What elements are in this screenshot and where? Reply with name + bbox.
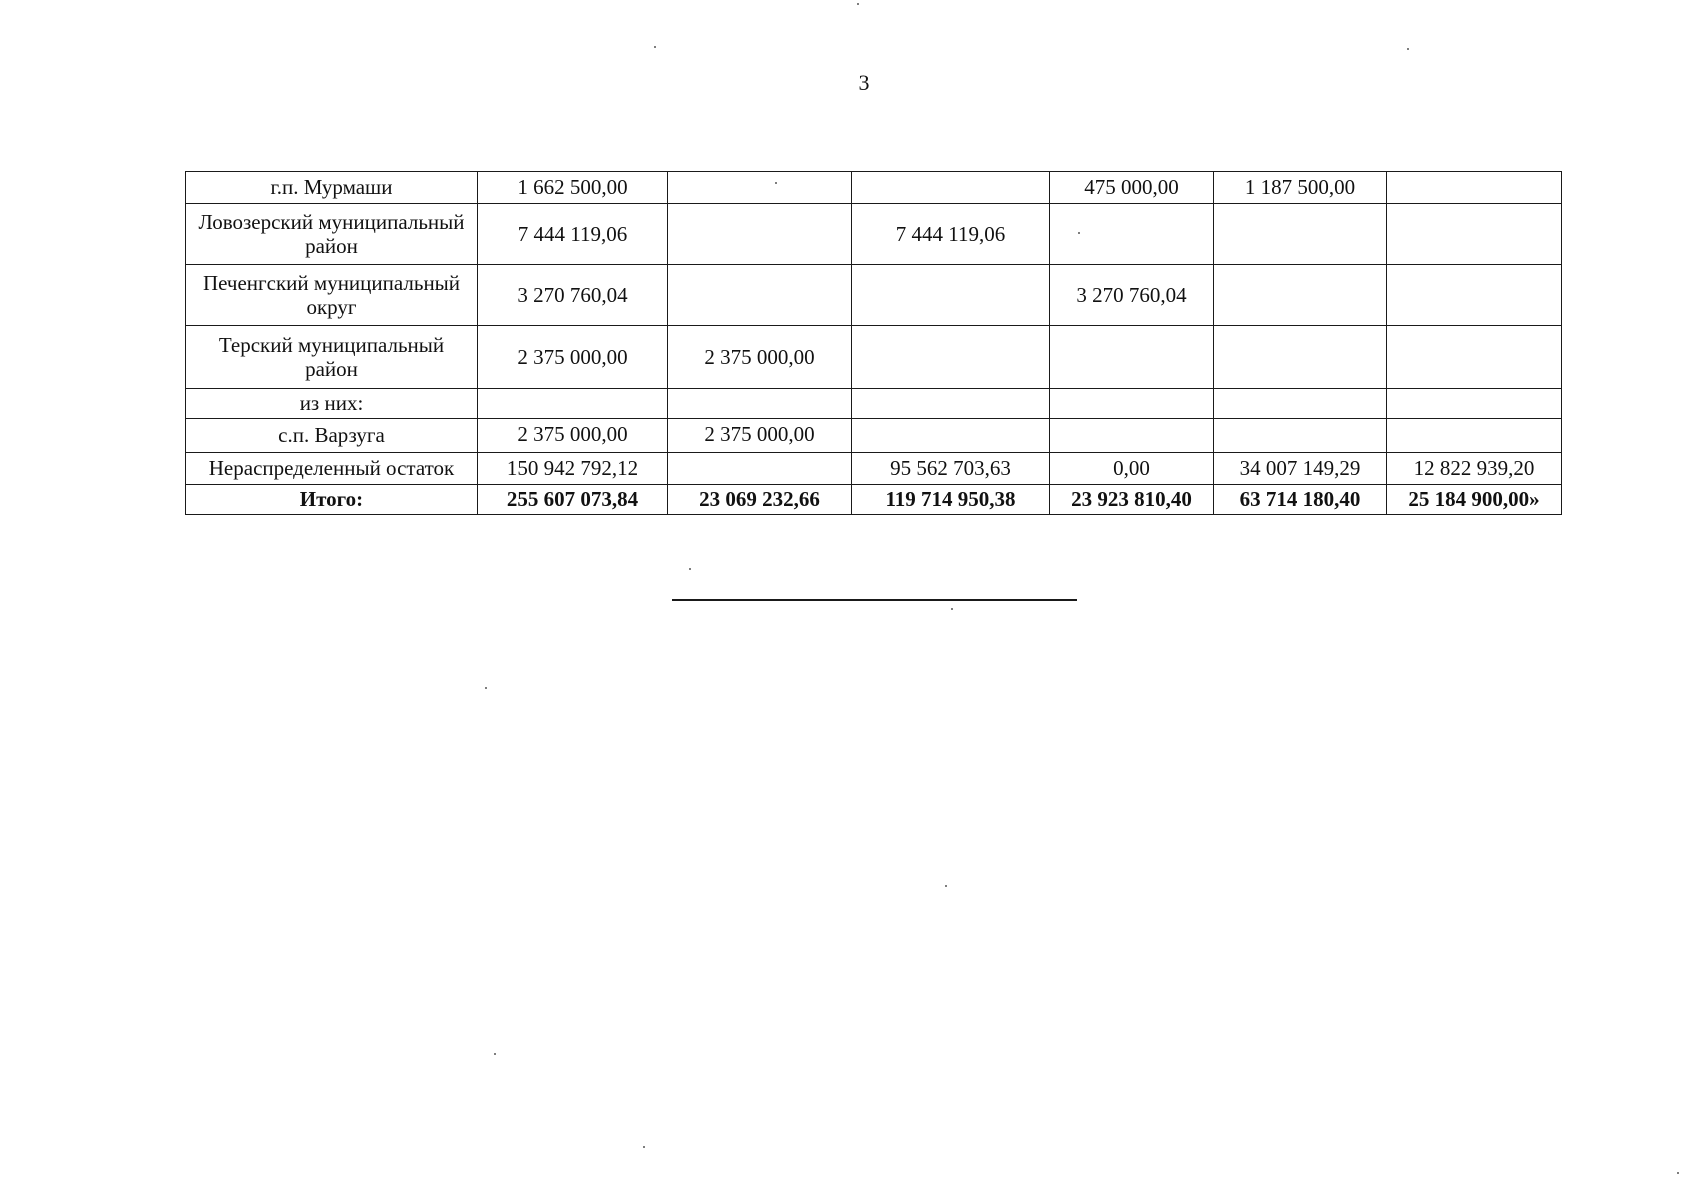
row-name: Нераспределенный остаток [186,453,478,485]
row-name: г.п. Мурмаши [186,172,478,204]
value-cell: 1 187 500,00 [1214,172,1387,204]
scan-speck [654,46,656,48]
table-row [186,419,1562,453]
scan-speck [1677,1172,1679,1174]
value-cell [668,389,852,419]
table-row [186,326,1562,389]
value-cell [668,265,852,326]
total-value-cell: 23 923 810,40 [1050,485,1214,515]
value-cell: 2 375 000,00 [478,419,668,453]
value-cell [1050,204,1214,265]
value-cell: 2 375 000,00 [668,326,852,389]
value-cell [852,326,1050,389]
total-label: Итого: [186,485,478,515]
row-name: Терский муниципальный район [186,326,478,389]
value-cell [1387,204,1562,265]
total-value-cell: 255 607 073,84 [478,485,668,515]
value-cell [668,204,852,265]
value-cell [852,389,1050,419]
value-cell [852,419,1050,453]
value-cell [668,172,852,204]
value-cell [1214,419,1387,453]
value-cell: 7 444 119,06 [852,204,1050,265]
row-name: из них: [186,389,478,419]
value-cell [668,453,852,485]
total-row [186,485,1562,515]
value-cell: 1 662 500,00 [478,172,668,204]
row-name: Печенгский муниципальный округ [186,265,478,326]
scan-speck [945,885,947,887]
scan-speck [494,1053,496,1055]
value-cell [852,172,1050,204]
value-cell [1050,419,1214,453]
table-row [186,265,1562,326]
value-cell [1214,204,1387,265]
page-number: 3 [858,70,870,95]
table-row [186,204,1562,265]
scan-speck [643,1146,645,1148]
budget-table [185,171,1562,515]
table-row [186,172,1562,204]
value-cell [1050,326,1214,389]
scan-speck [485,687,487,689]
scan-speck [951,608,953,610]
value-cell [1387,265,1562,326]
value-cell [1387,419,1562,453]
scan-speck [775,182,777,184]
value-cell: 2 375 000,00 [478,326,668,389]
scan-speck [857,3,859,5]
value-cell [1050,389,1214,419]
total-value-cell: 23 069 232,66 [668,485,852,515]
value-cell: 0,00 [1050,453,1214,485]
value-cell: 475 000,00 [1050,172,1214,204]
value-cell: 12 822 939,20 [1387,453,1562,485]
value-cell [1387,326,1562,389]
value-cell: 95 562 703,63 [852,453,1050,485]
row-name: Ловозерский муниципальный район [186,204,478,265]
value-cell: 34 007 149,29 [1214,453,1387,485]
scan-speck [1407,48,1409,50]
total-value-cell: 25 184 900,00» [1387,485,1562,515]
row-name: с.п. Варзуга [186,419,478,453]
table-row [186,453,1562,485]
value-cell: 3 270 760,04 [1050,265,1214,326]
value-cell [478,389,668,419]
value-cell [1214,265,1387,326]
value-cell [1387,389,1562,419]
value-cell [852,265,1050,326]
end-of-document-rule [672,599,1077,601]
total-value-cell: 119 714 950,38 [852,485,1050,515]
value-cell [1214,389,1387,419]
value-cell: 150 942 792,12 [478,453,668,485]
value-cell: 7 444 119,06 [478,204,668,265]
table-row [186,389,1562,419]
value-cell: 3 270 760,04 [478,265,668,326]
total-value-cell: 63 714 180,40 [1214,485,1387,515]
scan-speck [689,568,691,570]
value-cell [1387,172,1562,204]
value-cell: 2 375 000,00 [668,419,852,453]
scan-speck [1078,232,1080,234]
value-cell [1214,326,1387,389]
